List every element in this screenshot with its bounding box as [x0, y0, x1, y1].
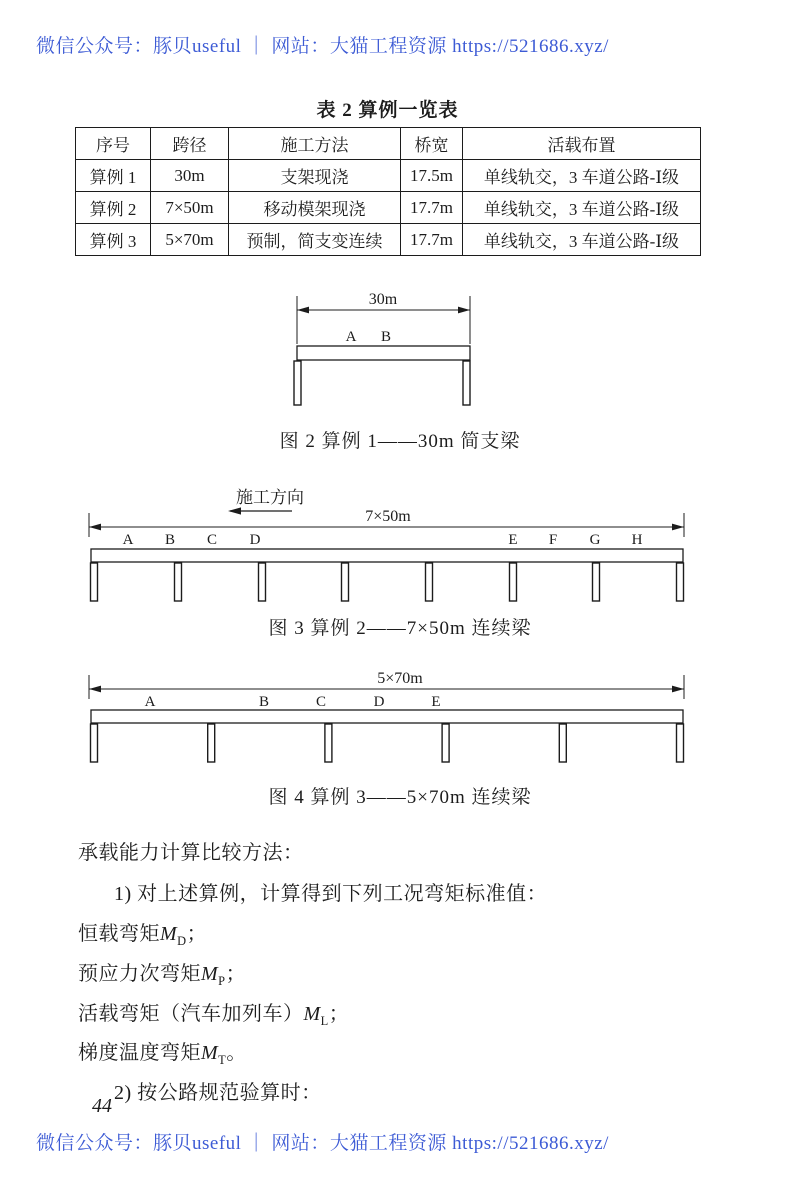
- pier: [342, 563, 349, 601]
- cell-method: 移动模架现浇: [229, 192, 401, 224]
- moment-subscript: P: [218, 974, 226, 988]
- cell-method: 支架现浇: [229, 160, 401, 192]
- moment-symbol: M: [201, 1042, 219, 1064]
- cell-span: 7×50m: [151, 192, 229, 224]
- moment-subscript: D: [177, 934, 187, 948]
- fig3-segment-label: H: [631, 532, 643, 548]
- dim-arrow-right-icon: [672, 524, 684, 531]
- pier: [593, 563, 600, 601]
- col-header-serial: 序号: [76, 128, 151, 160]
- pier: [91, 563, 98, 601]
- moment-symbol: M: [160, 923, 178, 945]
- fig3-segment-label: E: [508, 532, 518, 548]
- moment-subscript: T: [218, 1053, 227, 1067]
- fig3-segment-label: C: [206, 532, 218, 548]
- fig2-diagram: [0, 288, 800, 418]
- fig2-segment-label: A: [345, 329, 357, 345]
- fig3-segment-label: B: [164, 532, 176, 548]
- moment-subscript: L: [320, 1014, 329, 1028]
- pier: [325, 724, 332, 762]
- moment-line-prestress: [78, 957, 246, 989]
- moment-symbol: M: [303, 1003, 321, 1025]
- pier: [259, 563, 266, 601]
- dim-arrow-left-icon: [297, 307, 309, 314]
- pier: [426, 563, 433, 601]
- moment-punct: ；: [186, 923, 208, 945]
- dim-arrow-right-icon: [672, 686, 684, 693]
- moment-line-live: [78, 997, 349, 1029]
- fig3-segment-labels: [123, 532, 643, 548]
- cell-span: 5×70m: [151, 224, 229, 256]
- moment-punct: ；: [225, 963, 247, 985]
- cell-serial: 算例 3: [76, 224, 151, 256]
- watermark-top: 微信公众号：豚贝useful ｜ 网站：大猫工程资源 https://521686.xyz/: [36, 36, 609, 57]
- cell-serial: 算例 1: [76, 160, 151, 192]
- pier: [510, 563, 517, 601]
- pier: [175, 563, 182, 601]
- fig4-caption: 图 4 算例 3——5×70m 连续梁: [268, 787, 532, 808]
- pier: [91, 724, 98, 762]
- col-header-liveload: 活载布置: [463, 128, 701, 160]
- pier: [559, 724, 566, 762]
- fig2-dim-label: 30m: [368, 291, 398, 308]
- col-header-span: 跨径: [151, 128, 229, 160]
- moment-punct: 。: [226, 1042, 247, 1064]
- fig3-piers: [91, 563, 684, 601]
- paragraph-intro: 承载能力计算比较方法：: [78, 842, 304, 864]
- cell-liveload: 单线轨交，3 车道公路-Ⅰ级: [463, 224, 701, 256]
- cell-serial: 算例 2: [76, 192, 151, 224]
- fig3-direction-label: 施工方向: [236, 488, 304, 507]
- moment-line-dead: [78, 917, 207, 949]
- fig4-beam: [91, 710, 683, 723]
- moment-text: 恒载弯矩: [78, 923, 160, 945]
- fig4-segment-label: A: [144, 694, 156, 710]
- moment-text: 梯度温度弯矩: [78, 1042, 201, 1064]
- fig4-piers: [91, 724, 684, 762]
- table-title: 表 2 算例一览表: [316, 100, 459, 121]
- pier: [442, 724, 449, 762]
- fig4-segment-label: B: [258, 694, 270, 710]
- cell-method: 预制，简支变连续: [229, 224, 401, 256]
- dim-arrow-left-icon: [89, 524, 101, 531]
- fig3-dim-label: 7×50m: [365, 508, 411, 525]
- fig3-direction-arrow-icon: [228, 507, 292, 514]
- fig4-segment-label: C: [315, 694, 327, 710]
- fig2-beam: [297, 346, 470, 360]
- fig3-beam: [91, 549, 683, 562]
- moment-line-temperature: [78, 1036, 247, 1068]
- col-header-method: 施工方法: [229, 128, 401, 160]
- fig3-segment-label: D: [249, 532, 261, 548]
- cell-span: 30m: [151, 160, 229, 192]
- table-header-row: [76, 128, 701, 160]
- table-row: [76, 192, 701, 224]
- pier: [463, 361, 470, 405]
- moment-text: 活载弯矩（汽车加列车）: [78, 1003, 304, 1025]
- fig4-segment-label: D: [373, 694, 385, 710]
- dim-arrow-right-icon: [458, 307, 470, 314]
- fig2-segment-label: B: [380, 329, 392, 345]
- cell-width: 17.7m: [401, 224, 463, 256]
- list-item-2: 2) 按公路规范验算时：: [114, 1082, 322, 1104]
- fig3-segment-label: G: [589, 532, 601, 548]
- cell-liveload: 单线轨交，3 车道公路-Ⅰ级: [463, 192, 701, 224]
- moment-symbol: M: [201, 963, 219, 985]
- watermark-bottom: 微信公众号：豚贝useful ｜ 网站：大猫工程资源 https://521686.xyz/: [36, 1133, 609, 1154]
- pier: [677, 563, 684, 601]
- cell-liveload: 单线轨交，3 车道公路-Ⅰ级: [463, 160, 701, 192]
- table-row: [76, 224, 701, 256]
- fig3-segment-label: F: [548, 532, 558, 548]
- list-item-1: 1) 对上述算例，计算得到下列工况弯矩标准值：: [114, 883, 548, 905]
- fig3-caption: 图 3 算例 2——7×50m 连续梁: [268, 618, 532, 639]
- page-number: 44: [92, 1095, 112, 1117]
- fig3-diagram: [0, 483, 800, 608]
- fig4-segment-label: E: [431, 694, 441, 710]
- moment-text: 预应力次弯矩: [78, 963, 201, 985]
- table-row: [76, 160, 701, 192]
- fig4-segment-labels: [145, 694, 441, 710]
- fig2-piers: [294, 361, 470, 405]
- fig2-caption: 图 2 算例 1——30m 简支梁: [279, 431, 521, 452]
- moment-punct: ；: [328, 1003, 350, 1025]
- fig4-dim-label: 5×70m: [377, 670, 423, 687]
- pier: [294, 361, 301, 405]
- dim-arrow-left-icon: [89, 686, 101, 693]
- examples-table: [75, 127, 701, 256]
- col-header-width: 桥宽: [401, 128, 463, 160]
- cell-width: 17.7m: [401, 192, 463, 224]
- pier: [208, 724, 215, 762]
- pier: [677, 724, 684, 762]
- fig4-diagram: [0, 663, 800, 778]
- cell-width: 17.5m: [401, 160, 463, 192]
- fig3-segment-label: A: [122, 532, 134, 548]
